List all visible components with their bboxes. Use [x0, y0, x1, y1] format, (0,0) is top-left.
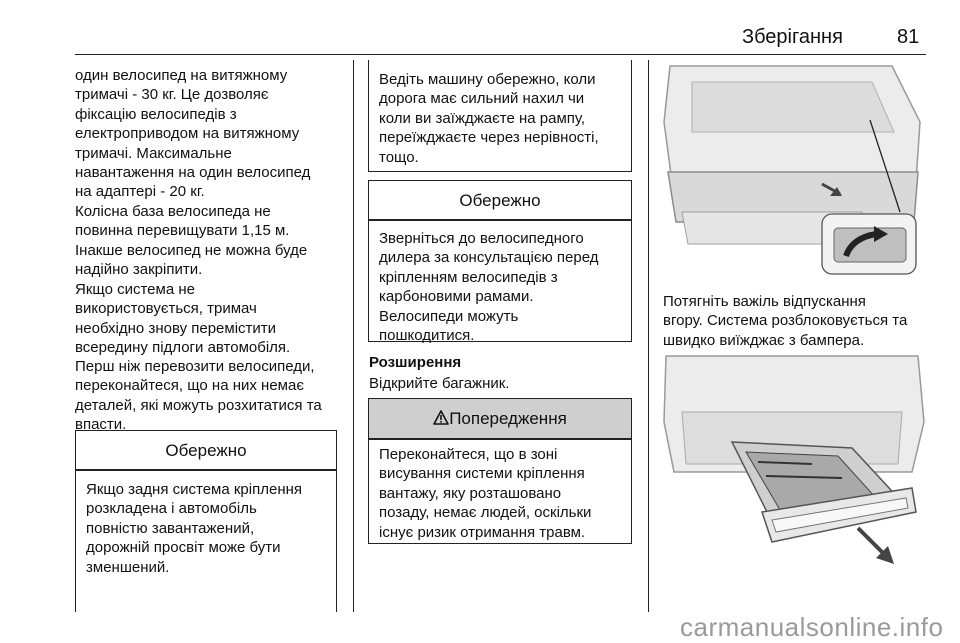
paragraph-loose-parts: Перш ніж перевозити велосипеди, переконайтеся, що на них немає деталей, які можуть розхитатися та впасти. — [75, 358, 322, 434]
warning-box-injury — [368, 398, 632, 544]
warning-box-title-row — [369, 409, 631, 429]
caution-box-title: Обережно — [165, 441, 247, 460]
section-text-open-trunk: Відкрийте багажник. — [369, 375, 510, 392]
column-divider-right — [648, 60, 649, 612]
paragraph-storage: Якщо система не використовується, тримач необхідно знову перемістити всередину підлоги автомобіля. — [75, 281, 291, 357]
warning-box-title: Попередження — [449, 409, 567, 428]
illustration-carrier-extended — [662, 352, 926, 588]
paragraph-bike-weight: один велосипед на витяжному тримачі - 30 кг. Це дозволяє фіксацію велосипедів з електроприводом на витяжному тримачі. Максимальне навантаження на один велосипед на адаптері - 20 кг. — [75, 67, 311, 201]
column-divider-left — [353, 60, 354, 612]
section-heading-extension: Розширення — [369, 354, 462, 371]
caution-box-ground-clearance — [75, 430, 337, 612]
rear-bumper-lever-drawing — [662, 62, 926, 284]
caution-box-text: Зверніться до велосипедного дилера за консультацією перед кріпленням велосипедів з карбоновими рамами. Велосипеди можуть пошкодитися. — [379, 230, 599, 345]
paragraph-wheelbase: Колісна база велосипеда не повинна перевищувати 1,15 м. Інакше велосипед не можна буде надійно закріпити. — [75, 203, 308, 279]
warning-box-header — [369, 399, 631, 439]
caution-box-divider — [76, 469, 336, 471]
caution-box-carbon-frames — [368, 180, 632, 345]
caution-box-continued — [368, 60, 632, 172]
warning-box-divider — [369, 438, 631, 440]
warning-triangle-icon — [433, 410, 449, 425]
carrier-extending-drawing — [662, 352, 926, 588]
page-number: 81 — [897, 26, 920, 48]
header-rule — [75, 54, 926, 55]
caution-box-title: Обережно — [459, 191, 541, 210]
watermark: carmanualsonline.info — [680, 612, 944, 642]
illustration-release-lever — [662, 62, 926, 284]
caution-box-divider — [369, 219, 631, 221]
running-header-title: Зберігання — [742, 26, 843, 48]
caution-box-continued-text: Ведіть машину обережно, коли дорога має сильний нахил чи коли ви заїжджаєте на рампу, переїжджаєте через нерівності, тощо. — [379, 71, 599, 166]
caution-box-text: Якщо задня система кріплення розкладена і автомобіль повністю завантажений, дорожній просвіт може бути зменшений. — [86, 481, 303, 576]
caption-release-lever: Потягніть важіль відпускання вгору. Система розблоковується та швидко виїжджає з бампера. — [663, 293, 908, 349]
warning-box-text: Переконайтеся, що в зоні висування системи кріплення вантажу, яку розташовано позаду, немає людей, оскільки існує ризик отримання травм. — [379, 446, 592, 541]
